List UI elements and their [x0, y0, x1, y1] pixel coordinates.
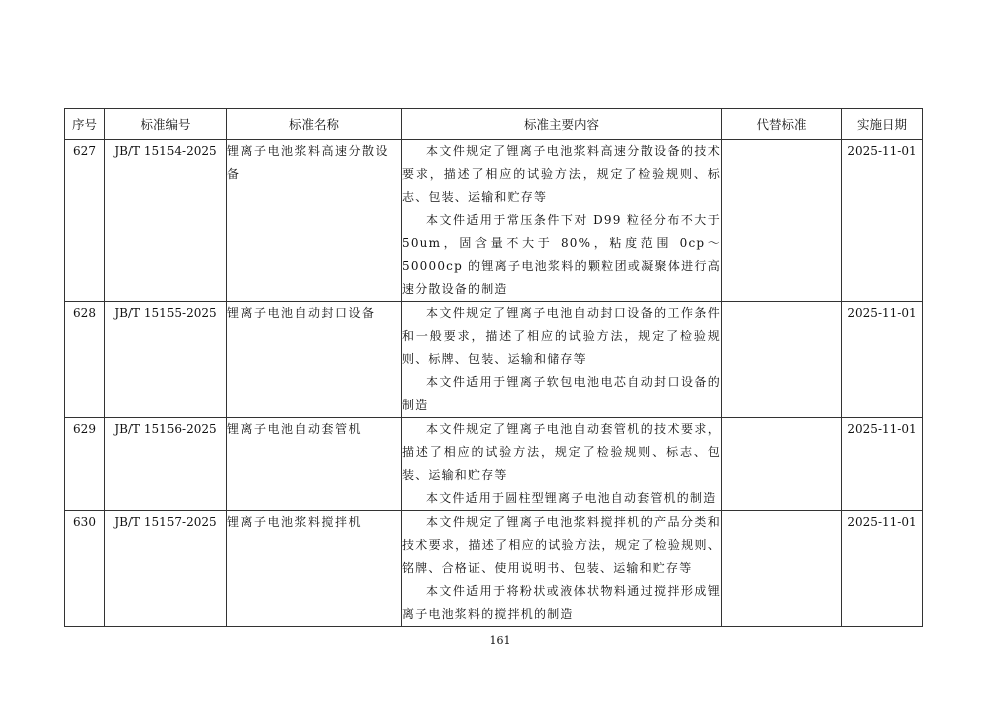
header-name: 标准名称: [227, 109, 402, 140]
row-content: [402, 140, 722, 302]
row-replace: [722, 418, 842, 511]
content-paragraph: 本文件规定了锂离子电池自动套管机的技术要求，描述了相应的试验方法，规定了检验规则、标志、包装、运输和贮存等: [402, 422, 721, 482]
table-row: [65, 511, 923, 627]
row-content: [402, 511, 722, 627]
row-code: JB/T 15155-2025: [105, 302, 227, 418]
row-content: [402, 302, 722, 418]
header-content: 标准主要内容: [402, 109, 722, 140]
content-paragraph: 本文件适用于圆柱型锂离子电池自动套管机的制造: [426, 491, 717, 505]
table-row: [65, 302, 923, 418]
row-replace: [722, 140, 842, 302]
row-name: 锂离子电池自动封口设备: [227, 302, 402, 418]
row-content: [402, 418, 722, 511]
row-code: JB/T 15156-2025: [105, 418, 227, 511]
content-paragraph: 本文件规定了锂离子电池浆料搅拌机的产品分类和技术要求，描述了相应的试验方法，规定了检验规则、铭牌、合格证、使用说明书、包装、运输和贮存等: [402, 515, 721, 575]
row-date: 2025-11-01: [842, 418, 923, 511]
content-paragraph: 本文件适用于常压条件下对 D99 粒径分布不大于 50um，固含量不大于 80%，粘度范围 0cp～50000cp 的锂离子电池浆料的颗粒团或凝聚体进行高速分散设备的制造: [402, 213, 721, 296]
table-row: [65, 140, 923, 302]
row-replace: [722, 511, 842, 627]
content-paragraph: 本文件适用于将粉状或液体状物料通过搅拌形成锂离子电池浆料的搅拌机的制造: [402, 584, 721, 621]
row-code: JB/T 15154-2025: [105, 140, 227, 302]
row-seq: 629: [65, 418, 105, 511]
table-header-row: [65, 109, 923, 140]
row-date: 2025-11-01: [842, 140, 923, 302]
row-seq: 630: [65, 511, 105, 627]
content-paragraph: 本文件规定了锂离子电池浆料高速分散设备的技术要求，描述了相应的试验方法，规定了检验规则、标志、包装、运输和贮存等: [402, 144, 721, 204]
row-date: 2025-11-01: [842, 302, 923, 418]
row-name: 锂离子电池浆料搅拌机: [227, 511, 402, 627]
content-paragraph: 本文件适用于锂离子软包电池电芯自动封口设备的制造: [402, 375, 721, 412]
content-paragraph: 本文件规定了锂离子电池自动封口设备的工作条件和一般要求，描述了相应的试验方法，规定了检验规则、标牌、包装、运输和储存等: [402, 306, 721, 366]
header-seq: 序号: [65, 109, 105, 140]
row-code: JB/T 15157-2025: [105, 511, 227, 627]
row-name: 锂离子电池自动套管机: [227, 418, 402, 511]
header-replace: 代替标准: [722, 109, 842, 140]
header-date: 实施日期: [842, 109, 923, 140]
row-seq: 628: [65, 302, 105, 418]
standards-table: [64, 108, 923, 627]
row-replace: [722, 302, 842, 418]
row-date: 2025-11-01: [842, 511, 923, 627]
row-seq: 627: [65, 140, 105, 302]
header-code: 标准编号: [105, 109, 227, 140]
page-number: 161: [489, 634, 511, 647]
table-row: [65, 418, 923, 511]
row-name: 锂离子电池浆料高速分散设备: [227, 140, 402, 302]
